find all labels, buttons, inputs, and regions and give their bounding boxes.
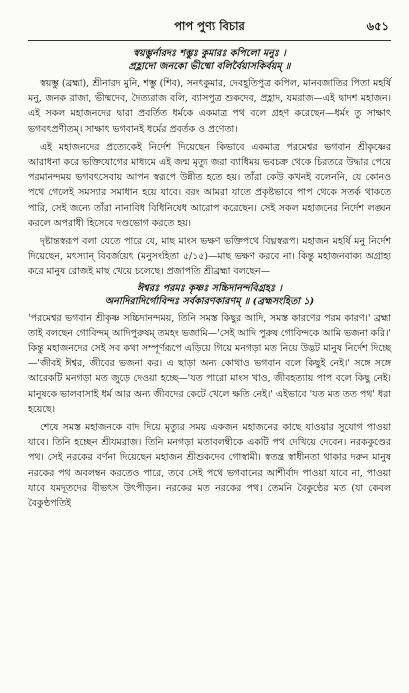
verse-2-line-1: ঈশ্বরঃ পরমঃ কৃষ্ণঃ সচ্চিদানন্দবিগ্রহঃ । [137,282,282,294]
page-number: ৬৫১ [366,19,389,33]
paragraph-3: দৃষ্টান্তস্বরূপ বলা যেতে পারে যে, মাছ মাংস ভক্ষণ ভক্তিপথে বিঘ্নস্বরূপ। মহাজন মহর্ষি মনু নির্দেশ দিয়েছেন, মৎস্যান্‌ বিবর্জয়েৎ (মনুসংহিতা ৫/১৫)—মাছ ভক্ষণ করবে না। কিন্তু মহাজনবাক্য অগ্রাহ্য করে মানুষ রোজই মাছ খেয়ে চলেছে। প্রজাপতি শ্রীব্রহ্মা বলছেন— [28,236,391,278]
verse-1-line-1: স্বয়ম্ভুর্নারদঃ শম্ভুঃ কুমারঃ কপিলো মনুঃ । [133,48,286,59]
header-rule [28,40,391,41]
page-title: পাপ পুণ্য বিচার [174,19,245,33]
page-header [28,14,391,36]
verse-2-line-2: অনাদিরাদির্গোবিন্দঃ সর্বকারণকারণম্‌ ॥ (ব্রহ্মসংহিতা ১) [104,295,315,307]
paragraph-1: স্বয়ম্ভু (ব্রহ্মা), শ্রীনারদ মুনি, শম্ভু (শিব), সনৎকুমার, দেবহূতিপুত্র কপিল, মানবজাতির পিতা মহর্ষি মনু, জনক রাজা, ভীষ্মদেব, দৈত্যরাজ বলি, ব্যাসপুত্র শুকদেব, প্রহ্লাদ, যমরাজ—এই দ্বাদশ মহাজন। এই সকল মহাজনদের দ্বারা প্রবর্তিত ধর্মকে একমাত্র পথ বলে গ্রহণ করেছেন—ধর্মং তু সাক্ষাৎ ভগবৎপ্রণীতম্‌। সাক্ষাৎ ভগবানই ধর্মের প্রবর্তক ও প্রণেতা। [28,78,391,135]
verse-block-2 [28,282,391,308]
verse-1-line-2: প্রহ্লাদো জনকো ভীষ্মো বলির্বৈয়াসকির্বয়ম্‌ ॥ [128,61,291,72]
paragraph-4: 'পরমেশ্বর ভগবান শ্রীকৃষ্ণ সচ্চিদানন্দময়, তিনি সমস্ত কিছুর আদি, সমস্ত কারণের পরম কারণ।' ব্রহ্মা তাই বলছেন গোবিন্দম্‌ আদিপুরুষম্‌ তমহং ভজামি—'সেই আদি পুরুষ গোবিন্দকে আমি ভজনা করি।' কিন্তু মহাজনদের সেই সব কথা সম্পূর্ণরূপে এড়িয়ে গিয়ে মনগড়া মত নিয়ে উদ্ভট মানুষ নির্দেশ দিচ্ছে—'জীবই ঈশ্বর, জীবের ভজনা কর। এ ছাড়া অন্য কোথাও ভগবান বলে কিছুই নেই।' সঙ্গে সঙ্গে আরেকটি মনগড়া মত জুড়ে দেওয়া হচ্ছে—'যত পারো মাংস খাও, জীবহত্যায় পাপ বলে কিছু নেই। মানুষকে ভালবাসাই ধর্ম আর অন্য জীবদের কেটে খেলে ক্ষতি নেই।' এইভাবে 'যত মত তত পথ' ধরা হয়েছে। [28,312,391,415]
paragraph-5: শেষে সমস্ত মহাজনকে বাদ দিয়ে মৃত্যুর সময় একজন মহাজনের কাছে যাওয়ার সুযোগ পাওয়া যাবে। তিনি হচ্ছেন শ্রীযমরাজ। তিনি মনগড়া মতাবলম্বীকে একটি পথ দেখিয়ে দেবেন। নরককুণ্ডের পথ। সেই নরকের বর্ণনা দিয়েছেন মহাজন শ্রীশুকদেব গোস্বামী। স্বতন্ত্র স্বাধীনতা থাকার দরুন মানুষ নরকের পথ অবলম্বন করতেও পারে, তবে সেই পথে ভগবানের আশীর্বাদ পাওয়া যাবে না, পাওয়া যাবে যমদূতদের বীভৎস উৎপীড়ন। নরকের মত নরকের পথ। তেমনি বৈকুণ্ঠের মত (যা কেবল বৈকুণ্ঠপতিই [28,422,391,510]
paragraph-2: এই মহাজনদের প্রত্যেকেই নির্দেশ দিয়েছেন কিভাবে একমাত্র পরমেশ্বর ভগবান শ্রীকৃষ্ণের আরাধনা করে ভক্তিযোগের মাধ্যমে এই জন্ম মৃত্যু জরা ব্যাধিময় ভবচক্র থেকে চিরতরে উদ্ধার পেয়ে পরমানন্দময় ভগবৎসেবায় আপন স্বরূপে উন্নীত হতে হয়। তাঁরা কেউ কখনই বলেননি, যে কোনও পথে গেলেই সমস্যার সমাধান হয়ে যাবে। বরং আমরা যাতে প্রকৃষ্টভাবে পাপ থেকে সতর্ক থাকতে পারি, সেই জন্যে তাঁরা নানাবিধ বিধিনিষেধ আরোপ করেছেন। সেই সকল মহাজনের নির্দেশ লঙ্ঘন করলে অপরাধী হিসেবে দণ্ডভোগ করতে হয়। [28,141,391,229]
verse-block-1 [28,47,391,73]
